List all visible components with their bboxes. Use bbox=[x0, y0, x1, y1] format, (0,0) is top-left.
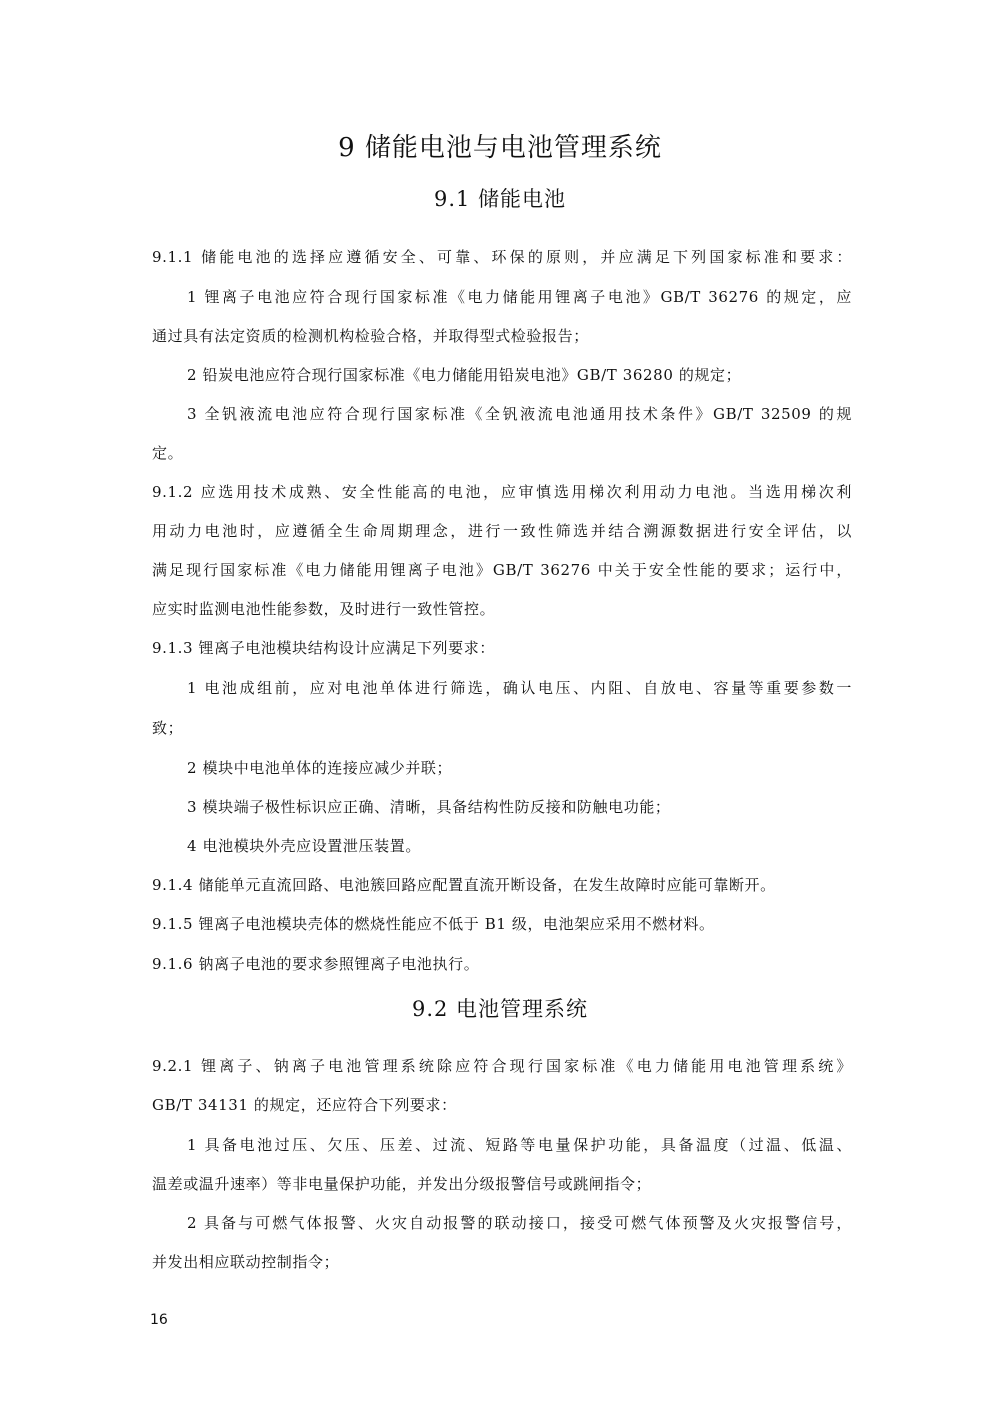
clause-9-1-1: 9.1.1 储能电池的选择应遵循安全、可靠、环保的原则，并应满足下列国家标准和要求： bbox=[152, 248, 852, 266]
clause-9-1-4: 9.1.4 储能单元直流回路、电池簇回路应配置直流开断设备，在发生故障时应能可靠断开。 bbox=[152, 876, 776, 894]
clause-9-1-3-item-3: 3 模块端子极性标识应正确、清晰，具备结构性防反接和防触电功能； bbox=[187, 798, 671, 816]
clause-9-1-3-item-1-line-1: 1 电池成组前，应对电池单体进行筛选，确认电压、内阻、自放电、容量等重要参数一 bbox=[187, 679, 852, 697]
clause-9-2-1-item-1-line-2: 温差或温升速率）等非电量保护功能，并发出分级报警信号或跳闸指令； bbox=[152, 1175, 652, 1193]
clause-9-1-3-item-2: 2 模块中电池单体的连接应减少并联； bbox=[187, 759, 453, 777]
page-number: 16 bbox=[150, 1312, 168, 1328]
clause-9-1-1-item-2: 2 铅炭电池应符合现行国家标准《电力储能用铅炭电池》GB/T 36280 的规定； bbox=[187, 366, 742, 384]
clause-9-2-1-line-1: 9.2.1 锂离子、钠离子电池管理系统除应符合现行国家标准《电力储能用电池管理系统》 bbox=[152, 1057, 852, 1075]
clause-9-1-1-item-3-line-2: 定。 bbox=[152, 444, 184, 462]
clause-9-1-5: 9.1.5 锂离子电池模块壳体的燃烧性能应不低于 B1 级，电池架应采用不燃材料。 bbox=[152, 915, 715, 933]
clause-9-2-1-item-2-line-2: 并发出相应联动控制指令； bbox=[152, 1253, 340, 1271]
clause-9-1-2-line-2: 用动力电池时，应遵循全生命周期理念，进行一致性筛选并结合溯源数据进行安全评估，以 bbox=[152, 522, 852, 540]
chapter-title: 9 储能电池与电池管理系统 bbox=[338, 133, 662, 163]
clause-9-1-1-item-1-line-2: 通过具有法定资质的检测机构检验合格，并取得型式检验报告； bbox=[152, 327, 589, 345]
clause-9-2-1-line-2: GB/T 34131 的规定，还应符合下列要求： bbox=[152, 1096, 457, 1114]
clause-9-2-1-item-1-line-1: 1 具备电池过压、欠压、压差、过流、短路等电量保护功能，具备温度（过温、低温、 bbox=[187, 1136, 852, 1154]
clause-9-1-2-line-1: 9.1.2 应选用技术成熟、安全性能高的电池，应审慎选用梯次利用动力电池。当选用梯次利 bbox=[152, 483, 852, 501]
clause-9-1-3-item-4: 4 电池模块外壳应设置泄压装置。 bbox=[187, 837, 421, 855]
clause-9-1-1-item-3-line-1: 3 全钒液流电池应符合现行国家标准《全钒液流电池通用技术条件》GB/T 32509 的规 bbox=[187, 405, 852, 423]
clause-9-1-1-item-1-line-1: 1 锂离子电池应符合现行国家标准《电力储能用锂离子电池》GB/T 36276 的规定，应 bbox=[187, 288, 852, 306]
section-9-1-title: 9.1 储能电池 bbox=[433, 187, 567, 211]
clause-9-2-1-item-2-line-1: 2 具备与可燃气体报警、火灾自动报警的联动接口，接受可燃气体预警及火灾报警信号， bbox=[187, 1214, 852, 1232]
section-9-2-title: 9.2 电池管理系统 bbox=[411, 997, 589, 1021]
clause-9-1-3: 9.1.3 锂离子电池模块结构设计应满足下列要求： bbox=[152, 639, 495, 657]
clause-9-1-3-item-1-line-2: 致； bbox=[152, 719, 184, 737]
clause-9-1-2-line-3: 满足现行国家标准《电力储能用锂离子电池》GB/T 36276 中关于安全性能的要求；运行中， bbox=[152, 561, 852, 579]
clause-9-1-6: 9.1.6 钠离子电池的要求参照锂离子电池执行。 bbox=[152, 955, 480, 973]
clause-9-1-2-line-4: 应实时监测电池性能参数，及时进行一致性管控。 bbox=[152, 600, 496, 618]
